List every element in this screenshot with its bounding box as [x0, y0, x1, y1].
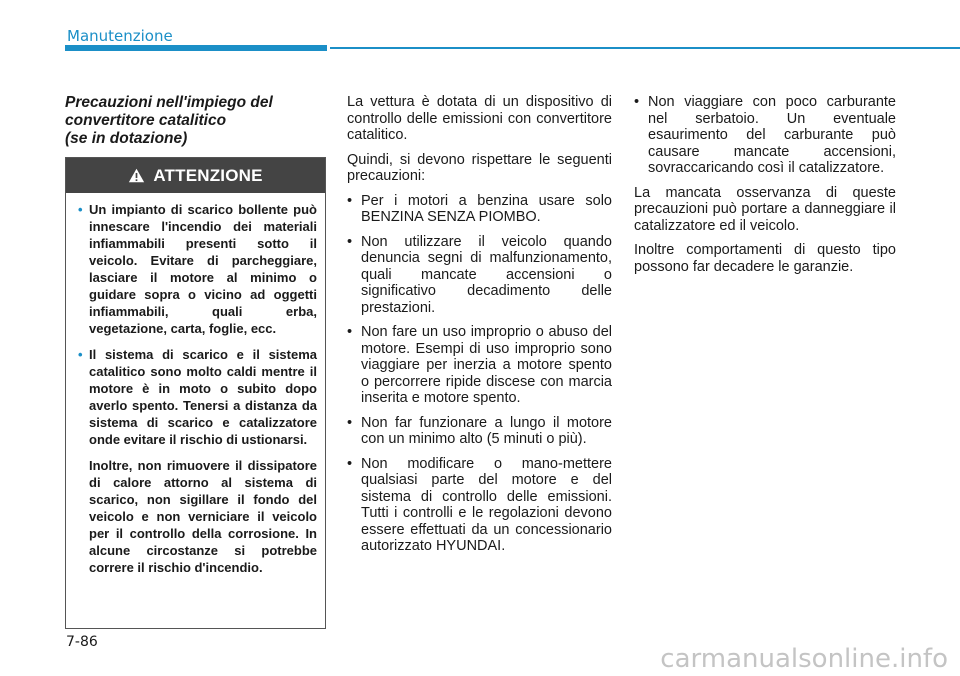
bullet: •	[347, 455, 353, 472]
list-item	[347, 234, 612, 317]
heading-line: (se in dotazione)	[65, 130, 188, 147]
list-item	[347, 456, 612, 555]
warning-item-text: Un impianto di scarico bollente può innescare l'incendio dei materiali infiammabili presenti sotto il veicolo. Evitare di parcheggiare, lasciare il motore al minimo o guidare sopra o vicino ad oggetti infiammabili, quali erba, vegetazione, carta, foglie, ecc.	[89, 202, 317, 336]
bullet: •	[347, 414, 353, 431]
page-heading	[65, 94, 325, 148]
list-item-text: Non far funzionare a lungo il motore con un minimo alto (5 minuti o più).	[361, 414, 612, 447]
bullet: •	[347, 324, 353, 340]
warning-body	[66, 193, 325, 576]
bullet: •	[634, 94, 640, 110]
paragraph: Inoltre comportamenti di questo tipo possono far decadere le garanzie.	[634, 242, 896, 275]
section-title: Manutenzione	[67, 27, 173, 45]
list-item-text: Non viaggiare con poco carburante nel serbatoio. Un eventuale esaurimento del carburante può causare mancate accensioni, sovraccaricando così il catalizzatore.	[648, 94, 896, 176]
list-item	[347, 415, 612, 448]
heading-line: Precauzioni nell'impiego del	[65, 94, 273, 111]
warning-item	[78, 201, 317, 337]
list-item-text: Non fare un uso improprio o abuso del motore. Esempi di uso improprio sono viaggiare per inerzia a motore spento o percorrere ripide discese con marcia inserita e motore spento.	[361, 324, 612, 406]
bullet-dot: •	[78, 347, 83, 362]
warning-box	[65, 157, 326, 629]
warning-extra-text: Inoltre, non rimuovere il dissipatore di calore attorno al sistema di scarico, non sigillare il fondo del veicolo e non verniciare il veicolo per il controllo della corrosione. In alcune circostanze si potrebbe correre il rischio d'incendio.	[89, 458, 317, 575]
list-item	[634, 94, 896, 177]
list-item-text: Non modificare o mano-mettere qualsiasi parte del motore e del sistema di controllo delle emissioni. Tutti i controlli e le regolazioni devono essere effettuati da un concessionario autorizzato HYUNDAI.	[361, 455, 612, 554]
paragraph: La vettura è dotata di un dispositivo di controllo delle emissioni con convertitore catalitico.	[347, 94, 612, 143]
heading-line: convertitore catalitico	[65, 112, 227, 129]
middle-column	[347, 94, 612, 563]
watermark-text: carmanualsonline.info	[660, 644, 948, 674]
warning-triangle-icon	[128, 167, 145, 184]
page-number: 7-86	[66, 634, 98, 650]
warning-item	[78, 346, 317, 448]
paragraph: Quindi, si devono rispettare le seguenti precauzioni:	[347, 151, 612, 184]
bullet: •	[347, 233, 353, 250]
header-bar-thin	[330, 47, 960, 49]
header-bar-thick	[65, 45, 327, 51]
list-item	[347, 324, 612, 407]
warning-title: ATTENZIONE	[153, 165, 263, 185]
bullet: •	[347, 192, 353, 209]
warning-item-text: Il sistema di scarico e il sistema catalitico sono molto caldi mentre il motore è in moto o subito dopo averlo spento. Tenersi a distanza da sistema di scarico e catalizzatore onde evitare il rischio di ustionarsi.	[89, 347, 317, 447]
list-item-text: Non utilizzare il veicolo quando denuncia segni di malfunzionamento, quali mancate accensioni o significativo decadimento delle prestazioni.	[361, 233, 612, 316]
warning-header	[66, 158, 325, 193]
list-item-text: Per i motori a benzina usare solo BENZINA SENZA PIOMBO.	[361, 192, 612, 225]
paragraph: La mancata osservanza di queste precauzioni può portare a danneggiare il catalizzatore ed il veicolo.	[634, 184, 896, 234]
right-column	[634, 94, 896, 283]
bullet-dot: •	[78, 202, 83, 217]
list-item	[347, 193, 612, 226]
